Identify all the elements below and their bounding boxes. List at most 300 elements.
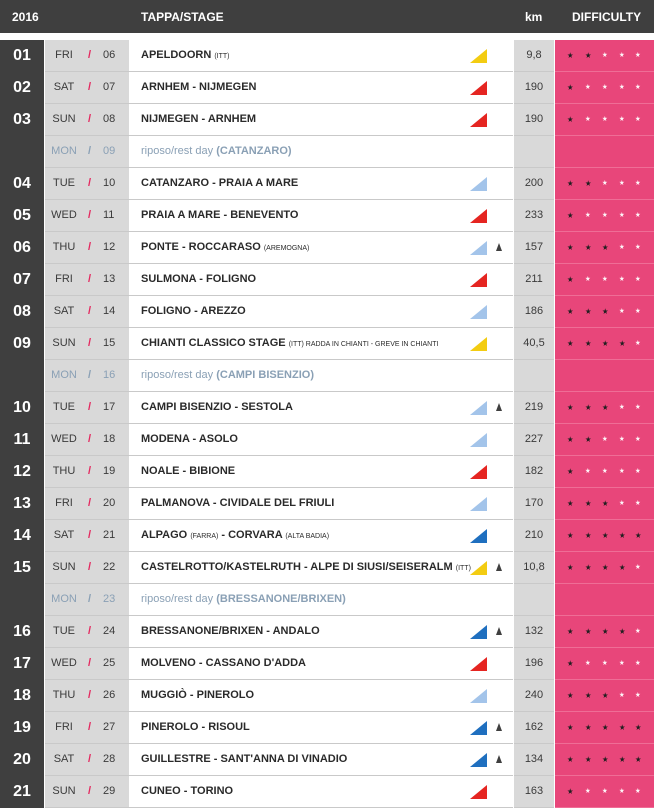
stage-route (129, 104, 513, 136)
day-of-month: 23 (103, 593, 116, 605)
difficulty-star-icon: ★ (585, 307, 592, 316)
day-of-week: FRI (55, 273, 73, 285)
stage-name-main: CATANZARO - PRAIA A MARE (141, 177, 299, 189)
day-of-week: MON (51, 369, 77, 381)
stage-date (45, 200, 129, 232)
stage-date (45, 40, 129, 72)
stage-note: (ITT) (214, 53, 230, 60)
stage-route (129, 616, 513, 648)
day-of-month: 07 (103, 81, 116, 93)
stage-number: 21 (0, 776, 44, 808)
stage-date (45, 552, 129, 584)
stage-difficulty (555, 136, 654, 168)
difficulty-star-icon: ★ (635, 308, 641, 315)
difficulty-star-icon: ★ (619, 180, 625, 187)
stage-date (45, 136, 129, 168)
stage-distance: 162 (514, 712, 554, 744)
stage-number: 02 (0, 72, 44, 104)
stage-distance: 196 (514, 648, 554, 680)
stage-route (129, 456, 513, 488)
date-separator: / (88, 497, 92, 509)
difficulty-star-icon: ★ (602, 468, 608, 475)
date-separator: / (88, 145, 92, 157)
difficulty-star-icon: ★ (602, 84, 608, 91)
stage-note: (AREMOGNA) (263, 245, 310, 252)
difficulty-star-icon: ★ (567, 563, 574, 572)
stage-note: (ALTA BADIA) (285, 533, 330, 540)
difficulty-star-icon: ★ (619, 212, 625, 219)
summit-finish-icon (496, 563, 502, 571)
stage-route (129, 264, 513, 296)
difficulty-star-icon: ★ (635, 500, 641, 507)
stage-distance: 9,8 (514, 40, 554, 72)
difficulty-star-icon: ★ (567, 435, 574, 444)
header-year: 2016 (12, 10, 39, 24)
flat-stage-icon (470, 465, 487, 479)
stage-route (129, 584, 513, 616)
day-of-week: WED (51, 657, 77, 669)
difficulty-star-icon: ★ (619, 692, 625, 699)
difficulty-star-icon: ★ (619, 436, 625, 443)
difficulty-star-icon: ★ (602, 436, 608, 443)
day-of-week: TUE (53, 177, 75, 189)
difficulty-star-icon: ★ (635, 276, 641, 283)
medium-mountain-stage-icon (470, 401, 487, 415)
medium-mountain-stage-icon (470, 241, 487, 255)
stage-number (0, 584, 44, 616)
day-of-month: 16 (103, 369, 116, 381)
stage-name (141, 424, 238, 455)
difficulty-star-icon: ★ (602, 691, 609, 700)
difficulty-star-icon: ★ (602, 660, 608, 667)
rest-day-label: riposo/rest day (141, 369, 214, 381)
stage-name-note: (FARRA) (190, 533, 219, 540)
difficulty-star-icon: ★ (619, 52, 625, 59)
table-row (0, 72, 654, 104)
table-row (0, 712, 654, 744)
stage-name (141, 552, 471, 584)
stage-name-main: NIJMEGEN - ARNHEM (141, 113, 257, 125)
stage-name (141, 744, 347, 775)
stage-distance: 132 (514, 616, 554, 648)
day-of-month: 15 (103, 337, 116, 349)
stage-difficulty (555, 456, 654, 488)
difficulty-star-icon: ★ (602, 307, 609, 316)
difficulty-star-icon: ★ (567, 403, 574, 412)
difficulty-star-icon: ★ (635, 244, 641, 251)
stage-route (129, 40, 513, 72)
difficulty-star-icon: ★ (567, 115, 574, 124)
difficulty-star-icon: ★ (585, 468, 591, 475)
difficulty-star-icon: ★ (619, 468, 625, 475)
day-of-week: WED (51, 433, 77, 445)
table-row (0, 104, 654, 136)
rest-day-place: (CAMPI BISENZIO) (216, 369, 314, 381)
date-separator: / (88, 529, 92, 541)
table-row (0, 296, 654, 328)
stage-number: 03 (0, 104, 44, 136)
high-mountain-stage-icon (470, 625, 487, 639)
stage-difficulty (555, 616, 654, 648)
stage-name (141, 104, 256, 135)
summit-finish-icon (496, 755, 502, 763)
high-mountain-stage-icon (470, 721, 487, 735)
difficulty-star-icon: ★ (619, 531, 626, 540)
stage-name-main: PINEROLO - RISOUL (141, 721, 250, 733)
stage-number: 10 (0, 392, 44, 424)
stage-note: (ITT) (455, 565, 471, 572)
difficulty-star-icon: ★ (602, 243, 609, 252)
table-row (0, 424, 654, 456)
stage-distance (514, 584, 554, 616)
stage-rows (0, 40, 654, 808)
difficulty-star-icon: ★ (585, 691, 592, 700)
stage-name-main: CAMPI BISENZIO - SESTOLA (141, 401, 293, 413)
difficulty-star-icon: ★ (635, 723, 642, 732)
difficulty-star-icon: ★ (635, 84, 641, 91)
stage-route (129, 488, 513, 520)
stage-name (141, 456, 235, 487)
stage-distance: 170 (514, 488, 554, 520)
stage-name (141, 200, 298, 231)
stage-route (129, 168, 513, 200)
difficulty-star-icon: ★ (585, 723, 592, 732)
difficulty-star-icon: ★ (635, 788, 641, 795)
difficulty-star-icon: ★ (567, 307, 574, 316)
stage-difficulty (555, 40, 654, 72)
day-of-week: SUN (52, 337, 76, 349)
day-of-month: 20 (103, 497, 116, 509)
stage-distance: 240 (514, 680, 554, 712)
date-separator: / (88, 561, 92, 573)
stage-route (129, 776, 513, 808)
stage-number: 08 (0, 296, 44, 328)
difficulty-star-icon: ★ (602, 563, 609, 572)
table-row (0, 552, 654, 584)
stage-distance: 40,5 (514, 328, 554, 360)
flat-stage-icon (470, 113, 487, 127)
difficulty-star-icon: ★ (635, 212, 641, 219)
day-of-month: 24 (103, 625, 116, 637)
difficulty-star-icon: ★ (567, 467, 574, 476)
stage-difficulty (555, 232, 654, 264)
day-of-month: 26 (103, 689, 116, 701)
stage-difficulty (555, 584, 654, 616)
difficulty-star-icon: ★ (585, 212, 591, 219)
stage-route (129, 392, 513, 424)
table-row (0, 232, 654, 264)
stage-date (45, 776, 129, 808)
difficulty-star-icon: ★ (619, 660, 625, 667)
date-separator: / (88, 593, 92, 605)
flat-time-trial-icon (470, 561, 487, 575)
stage-name-second: - CORVARA (218, 529, 283, 541)
difficulty-star-icon: ★ (635, 755, 642, 764)
difficulty-star-icon: ★ (635, 340, 641, 347)
day-of-week: MON (51, 593, 77, 605)
difficulty-star-icon: ★ (567, 531, 574, 540)
difficulty-star-icon: ★ (635, 531, 642, 540)
date-separator: / (88, 753, 92, 765)
difficulty-star-icon: ★ (602, 788, 608, 795)
stage-number: 20 (0, 744, 44, 776)
stage-distance: 10,8 (514, 552, 554, 584)
difficulty-star-icon: ★ (585, 84, 591, 91)
date-separator: / (88, 401, 92, 413)
stage-number: 07 (0, 264, 44, 296)
difficulty-star-icon: ★ (619, 500, 625, 507)
stage-route (129, 744, 513, 776)
difficulty-star-icon: ★ (602, 627, 609, 636)
stage-name-main: PALMANOVA - CIVIDALE DEL FRIULI (141, 497, 335, 509)
difficulty-star-icon: ★ (635, 660, 641, 667)
stage-date (45, 296, 129, 328)
stage-number: 09 (0, 328, 44, 360)
day-of-week: TUE (53, 401, 75, 413)
date-separator: / (88, 465, 92, 477)
difficulty-star-icon: ★ (635, 468, 641, 475)
stage-difficulty (555, 168, 654, 200)
date-separator: / (88, 625, 92, 637)
medium-mountain-stage-icon (470, 305, 487, 319)
stage-number: 15 (0, 552, 44, 584)
flat-stage-icon (470, 81, 487, 95)
difficulty-star-icon: ★ (585, 788, 591, 795)
stage-name (141, 136, 292, 167)
difficulty-star-icon: ★ (567, 755, 574, 764)
day-of-week: FRI (55, 497, 73, 509)
day-of-month: 22 (103, 561, 116, 573)
rest-day-label: riposo/rest day (141, 145, 214, 157)
day-of-month: 27 (103, 721, 116, 733)
date-separator: / (88, 689, 92, 701)
stage-name-main: MODENA - ASOLO (141, 433, 238, 445)
date-separator: / (88, 305, 92, 317)
day-of-month: 09 (103, 145, 116, 157)
stage-difficulty (555, 200, 654, 232)
date-separator: / (88, 337, 92, 349)
stage-name (141, 680, 254, 711)
stage-name-main: NOALE - BIBIONE (141, 465, 236, 477)
difficulty-star-icon: ★ (602, 755, 609, 764)
stage-number: 18 (0, 680, 44, 712)
stage-number (0, 136, 44, 168)
stage-difficulty (555, 424, 654, 456)
date-separator: / (88, 209, 92, 221)
stage-name (141, 584, 346, 615)
difficulty-star-icon: ★ (585, 51, 592, 60)
summit-finish-icon (496, 627, 502, 635)
stage-name-main: MOLVENO - CASSANO D'ADDA (141, 657, 306, 669)
stage-route (129, 328, 513, 360)
day-of-week: THU (52, 689, 76, 701)
stage-difficulty (555, 360, 654, 392)
difficulty-star-icon: ★ (619, 308, 625, 315)
stage-distance: 186 (514, 296, 554, 328)
difficulty-star-icon: ★ (585, 499, 592, 508)
difficulty-star-icon: ★ (619, 404, 625, 411)
day-of-week: WED (51, 209, 77, 221)
flat-stage-icon (470, 273, 487, 287)
high-mountain-stage-icon (470, 529, 487, 543)
date-separator: / (88, 113, 92, 125)
difficulty-star-icon: ★ (585, 627, 592, 636)
stage-distance: 210 (514, 520, 554, 552)
table-row (0, 520, 654, 552)
stage-route (129, 360, 513, 392)
difficulty-star-icon: ★ (567, 627, 574, 636)
stage-name (141, 328, 438, 360)
day-of-month: 18 (103, 433, 116, 445)
stage-name (141, 712, 250, 743)
stage-name (141, 776, 233, 807)
rest-day-row (0, 136, 654, 168)
table-row (0, 392, 654, 424)
stage-name-main: MUGGIÒ - PINEROLO (141, 689, 255, 701)
date-separator: / (88, 657, 92, 669)
day-of-week: SAT (53, 81, 75, 93)
stage-date (45, 104, 129, 136)
stage-difficulty (555, 680, 654, 712)
stage-name (141, 296, 246, 327)
difficulty-star-icon: ★ (619, 339, 626, 348)
difficulty-star-icon: ★ (619, 563, 626, 572)
difficulty-star-icon: ★ (619, 788, 625, 795)
difficulty-star-icon: ★ (619, 244, 625, 251)
difficulty-star-icon: ★ (585, 179, 592, 188)
stage-name-main: ALPAGO (141, 529, 188, 541)
medium-mountain-stage-icon (470, 433, 487, 447)
stage-name-main: APELDOORN (141, 49, 212, 61)
table-row (0, 776, 654, 808)
summit-finish-icon (496, 403, 502, 411)
difficulty-star-icon: ★ (567, 499, 574, 508)
table-row (0, 40, 654, 72)
stage-number: 06 (0, 232, 44, 264)
day-of-month: 12 (103, 241, 116, 253)
header-stage: TAPPA/STAGE (141, 10, 224, 24)
difficulty-star-icon: ★ (619, 84, 625, 91)
table-row (0, 168, 654, 200)
stage-distance: 227 (514, 424, 554, 456)
table-row (0, 680, 654, 712)
flat-stage-icon (470, 657, 487, 671)
difficulty-star-icon: ★ (585, 403, 592, 412)
stage-name-main: FOLIGNO - AREZZO (141, 305, 246, 317)
difficulty-star-icon: ★ (619, 116, 625, 123)
stage-distance: 163 (514, 776, 554, 808)
stage-name-main: PRAIA A MARE - BENEVENTO (141, 209, 299, 221)
stage-distance: 233 (514, 200, 554, 232)
rest-day-row (0, 360, 654, 392)
table-row (0, 744, 654, 776)
stage-date (45, 680, 129, 712)
difficulty-star-icon: ★ (585, 243, 592, 252)
difficulty-star-icon: ★ (567, 339, 574, 348)
difficulty-star-icon: ★ (602, 116, 608, 123)
stage-distance: 157 (514, 232, 554, 264)
date-separator: / (88, 369, 92, 381)
summit-finish-icon (496, 243, 502, 251)
difficulty-star-icon: ★ (602, 212, 608, 219)
stage-name-main: PONTE - ROCCARASO (141, 241, 261, 253)
difficulty-star-icon: ★ (585, 435, 592, 444)
day-of-month: 06 (103, 49, 116, 61)
day-of-month: 11 (103, 209, 115, 221)
table-row (0, 328, 654, 360)
date-separator: / (88, 273, 92, 285)
stage-date (45, 232, 129, 264)
stage-route (129, 520, 513, 552)
difficulty-star-icon: ★ (585, 660, 591, 667)
stage-date (45, 424, 129, 456)
difficulty-star-icon: ★ (635, 404, 641, 411)
rest-day-row (0, 584, 654, 616)
difficulty-star-icon: ★ (619, 723, 626, 732)
rest-day-place: (CATANZARO) (216, 145, 292, 157)
difficulty-star-icon: ★ (619, 755, 626, 764)
stage-number: 13 (0, 488, 44, 520)
day-of-week: SUN (52, 785, 76, 797)
stage-distance: 219 (514, 392, 554, 424)
stage-number: 17 (0, 648, 44, 680)
stage-distance: 200 (514, 168, 554, 200)
stage-date (45, 168, 129, 200)
medium-mountain-stage-icon (470, 497, 487, 511)
difficulty-star-icon: ★ (602, 52, 608, 59)
stage-name (141, 72, 257, 103)
day-of-week: FRI (55, 49, 73, 61)
flat-stage-icon (470, 785, 487, 799)
difficulty-star-icon: ★ (585, 339, 592, 348)
stage-name (141, 264, 256, 295)
stage-date (45, 392, 129, 424)
difficulty-star-icon: ★ (602, 499, 609, 508)
day-of-month: 28 (103, 753, 116, 765)
date-separator: / (88, 241, 92, 253)
stage-difficulty (555, 744, 654, 776)
stage-name-main: GUILLESTRE - SANT'ANNA DI VINADIO (141, 753, 348, 765)
day-of-week: THU (52, 241, 76, 253)
stage-date (45, 456, 129, 488)
stage-route (129, 296, 513, 328)
stage-number (0, 360, 44, 392)
stage-number: 11 (0, 424, 44, 456)
rest-day-place: (BRESSANONE/BRIXEN) (216, 593, 346, 605)
summit-finish-icon (496, 723, 502, 731)
stage-name (141, 232, 309, 264)
stage-date (45, 360, 129, 392)
difficulty-star-icon: ★ (567, 787, 574, 796)
stage-number: 19 (0, 712, 44, 744)
date-separator: / (88, 721, 92, 733)
stage-route (129, 136, 513, 168)
stage-difficulty (555, 104, 654, 136)
stage-difficulty (555, 776, 654, 808)
day-of-month: 08 (103, 113, 116, 125)
difficulty-star-icon: ★ (602, 531, 609, 540)
stage-difficulty (555, 296, 654, 328)
stage-date (45, 264, 129, 296)
stage-date (45, 744, 129, 776)
stage-distance (514, 360, 554, 392)
stage-route (129, 200, 513, 232)
stage-name (141, 168, 298, 199)
medium-mountain-stage-icon (470, 177, 487, 191)
stage-difficulty (555, 488, 654, 520)
difficulty-star-icon: ★ (619, 627, 626, 636)
difficulty-star-icon: ★ (585, 531, 592, 540)
